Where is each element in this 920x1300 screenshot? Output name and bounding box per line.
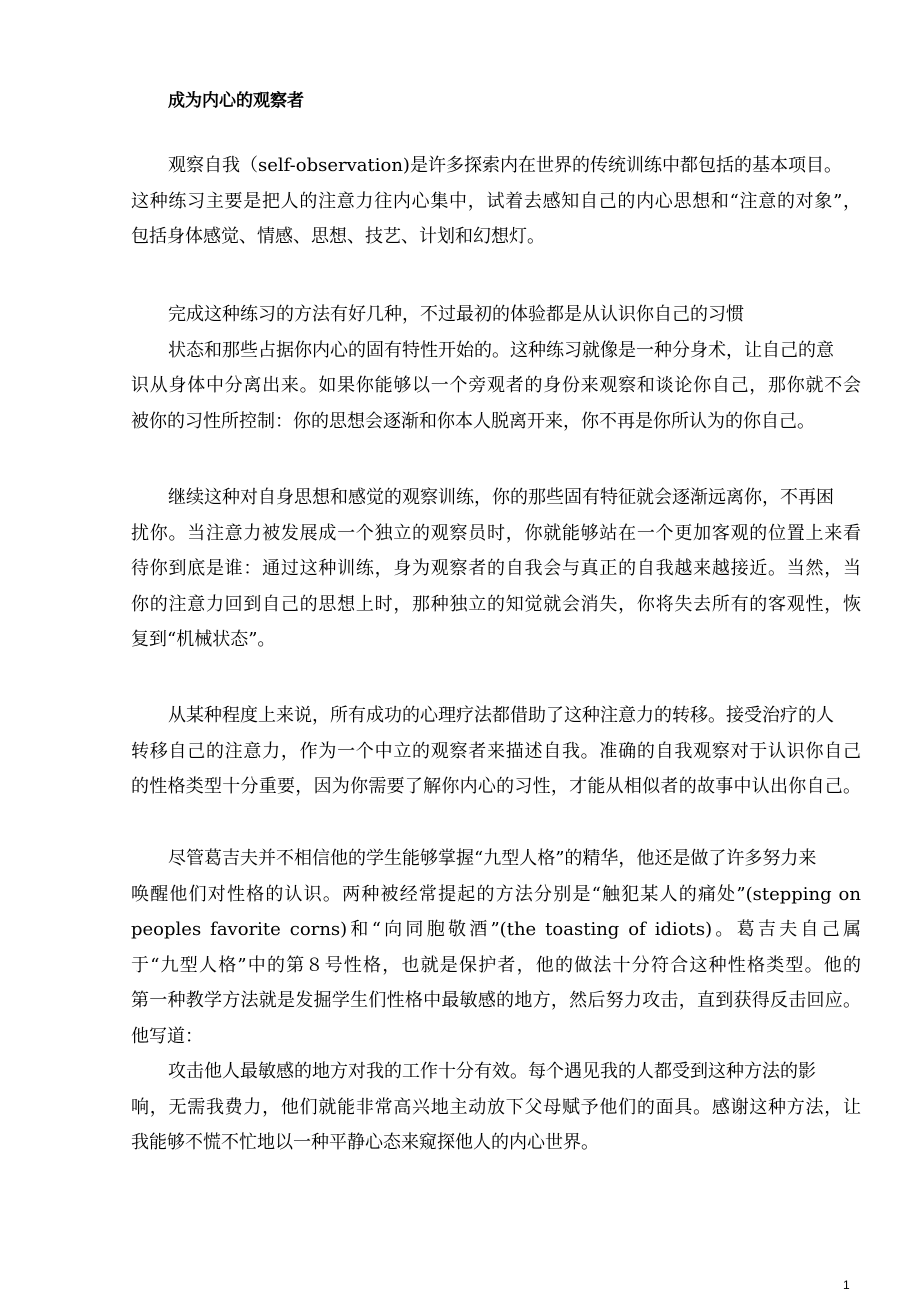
document-title: 成为内心的观察者: [168, 91, 304, 111]
paragraph-line: 状态和那些占据你内心的固有特性开始的。这种练习就像是一种分身术，让自己的意: [168, 339, 834, 361]
paragraph-line: 复到“机械状态”。: [131, 629, 276, 650]
page-number: 1: [843, 1278, 850, 1292]
paragraph-line: 包括身体感觉、情感、思想、技艺、计划和幻想灯。: [131, 226, 545, 247]
paragraph-practice-methods: [131, 297, 861, 439]
paragraph-line: 扰你。当注意力被发展成一个独立的观察员时，你就能够站在一个更加客观的位置上来看: [131, 522, 861, 544]
paragraph-psychotherapy: [131, 698, 861, 805]
paragraph-line: 从某种程度上来说，所有成功的心理疗法都借助了这种注意力的转移。接受治疗的人: [168, 705, 834, 726]
paragraph-line: 完成这种练习的方法有好几种，不过最初的体验都是从认识你自己的习惯: [168, 304, 744, 325]
paragraph-continued-training: [131, 480, 861, 658]
paragraph-line: 识从身体中分离出来。如果你能够以一个旁观者的身份来观察和谈论你自己，那你就不会: [131, 375, 861, 396]
quote-line: 响，无需我费力，他们就能非常高兴地主动放下父母赋予他们的面具。感谢这种方法，让: [131, 1096, 861, 1118]
paragraph-line: 的性格类型十分重要，因为你需要了解你内心的习性，才能从相似者的故事中认出你自己。: [131, 776, 861, 797]
paragraph-line: 尽管葛吉夫并不相信他的学生能够掌握“九型人格”的精华，他还是做了许多努力来: [168, 848, 817, 869]
paragraph-line: 唤醒他们对性格的认识。两种被经常提起的方法分别是“触犯某人的痛处”(stepping on: [131, 883, 861, 905]
paragraph-line: 被你的习性所控制：你的思想会逐渐和你本人脱离开来，你不再是你所认为的你自己。: [131, 410, 815, 432]
paragraph-line: 转移自己的注意力，作为一个中立的观察者来描述自我。准确的自我观察对于认识你自己: [131, 740, 861, 762]
paragraph-line: peoples favorite corns)和“向同胞敬酒”(the toasting of idiots)。葛吉夫自己属: [131, 919, 861, 940]
paragraph-line: 他写道：: [131, 1025, 203, 1047]
paragraph-line: 于“九型人格”中的第８号性格，也就是保护者，他的做法十分符合这种性格类型。他的: [131, 954, 861, 976]
paragraph-line: 继续这种对自身思想和感觉的观察训练，你的那些固有特征就会逐渐远离你，不再困: [168, 487, 834, 508]
paragraph-line: 观察自我（self-observation)是许多探索内在世界的传统训练中都包括的基本项目。: [168, 155, 842, 176]
quote-line: 我能够不慌不忙地以一种平静心态来窥探他人的内心世界。: [131, 1132, 599, 1153]
paragraph-line: 待你到底是谁：通过这种训练，身为观察者的自我会与真正的自我越来越接近。当然，当: [131, 558, 861, 579]
paragraph-line: 你的注意力回到自己的思想上时，那种独立的知觉就会消失，你将失去所有的客观性，恢: [131, 593, 861, 615]
paragraph-line: 这种练习主要是把人的注意力往内心集中，试着去感知自己的内心思想和“注意的对象”，: [131, 190, 861, 212]
paragraph-self-observation: [131, 148, 861, 255]
paragraph-line: 第一种教学方法就是发掘学生们性格中最敏感的地方，然后努力攻击，直到获得反击回应。: [131, 990, 861, 1011]
paragraph-gurdjieff: [131, 841, 861, 1161]
quote-line: 攻击他人最敏感的地方对我的工作十分有效。每个遇见我的人都受到这种方法的影: [168, 1061, 816, 1082]
